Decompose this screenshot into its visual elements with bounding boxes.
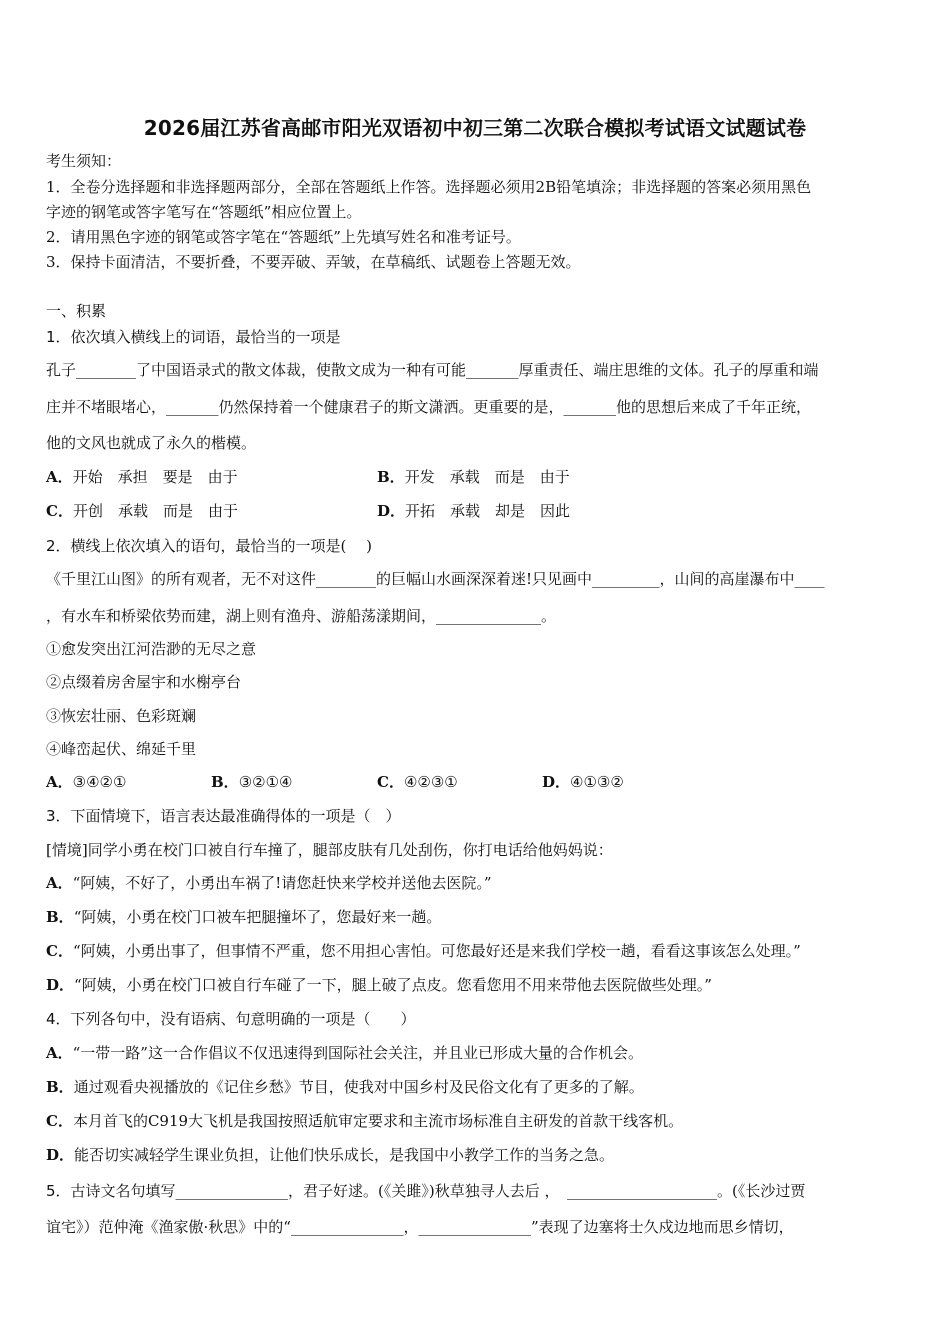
question-4-stem bbox=[46, 1009, 416, 1029]
option-label: C． bbox=[46, 1112, 73, 1130]
option-text: ④①③② bbox=[570, 773, 624, 791]
option-text: 能否切实减轻学生课业负担，让他们快乐成长，是我国中小教学工作的当务之急。 bbox=[74, 1146, 615, 1164]
question-1-passage: 孔子________了中国语录式的散文体裁，使散文成为一种有可能_______厚重责任、端庄思维的文体。孔子的厚重和端 bbox=[46, 361, 819, 379]
option-label: D． bbox=[46, 976, 75, 994]
option-label: A． bbox=[46, 468, 73, 486]
option-c[interactable] bbox=[377, 772, 458, 792]
question-number: 3． bbox=[46, 807, 71, 825]
question-number: 5． bbox=[46, 1182, 71, 1200]
option-label: A． bbox=[46, 773, 73, 791]
question-number: 2． bbox=[46, 537, 71, 555]
question-3-context: [情境]同学小勇在校门口被自行车撞了，腿部皮肤有几处刮伤，你打电话给他妈妈说： bbox=[46, 841, 613, 859]
option-label: D． bbox=[542, 773, 571, 791]
question-text: 下面情境下，语言表达最准确得体的一项是（ ） bbox=[70, 807, 401, 825]
option-text: “阿姨，小勇出事了，但事情不严重，您不用担心害怕。可您最好还是来我们学校一趟，看看这事该怎么处理。” bbox=[72, 942, 801, 960]
option-c[interactable] bbox=[46, 501, 238, 521]
option-label: C． bbox=[377, 773, 404, 791]
option-label: B． bbox=[46, 908, 74, 926]
option-text: “阿姨，小勇在校门口被车把腿撞坏了，您最好来一趟。 bbox=[73, 908, 442, 926]
question-2-item: ①愈发突出江河浩渺的无尽之意 bbox=[46, 640, 257, 658]
question-number: 4． bbox=[46, 1010, 71, 1028]
option-d[interactable] bbox=[377, 501, 570, 521]
option-a[interactable] bbox=[46, 873, 492, 893]
option-d[interactable] bbox=[46, 1145, 614, 1165]
option-a[interactable] bbox=[46, 1043, 643, 1063]
option-d[interactable] bbox=[542, 772, 624, 792]
option-text: 开始 承担 要是 由于 bbox=[72, 468, 238, 486]
option-b[interactable] bbox=[377, 467, 570, 487]
option-b[interactable] bbox=[211, 772, 292, 792]
option-text: 开拓 承载 却是 因此 bbox=[405, 502, 571, 520]
option-label: A． bbox=[46, 1044, 73, 1062]
option-text: 通过观看央视播放的《记住乡愁》节目，使我对中国乡村及民俗文化有了更多的了解。 bbox=[73, 1078, 644, 1096]
option-text: 本月首飞的C919大飞机是我国按照适航审定要求和主流市场标准自主研发的首款干线客机。 bbox=[72, 1112, 684, 1130]
option-text: 开创 承载 而是 由于 bbox=[72, 502, 238, 520]
option-text: “一带一路”这一合作倡议不仅迅速得到国际社会关注，并且业已形成大量的合作机会。 bbox=[72, 1044, 643, 1062]
option-b[interactable] bbox=[46, 907, 441, 927]
option-c[interactable] bbox=[46, 941, 801, 961]
option-label: D． bbox=[377, 502, 406, 520]
option-label: B． bbox=[46, 1078, 74, 1096]
notice-item: 字迹的钢笔或答字笔写在“答题纸”相应位置上。 bbox=[46, 203, 362, 221]
question-1-passage: 他的文风也就成了永久的楷模。 bbox=[46, 434, 257, 452]
question-2-stem bbox=[46, 536, 372, 556]
question-number: 1． bbox=[46, 328, 71, 346]
option-text: ③④②① bbox=[72, 773, 127, 791]
question-5-line: 谊宅》）范仲淹《渔家傲·秋思》中的“_______________，_______________”表现了边塞将士久戍边地而思乡情切， bbox=[46, 1218, 794, 1236]
notice-item: 1．全卷分选择题和非选择题两部分，全部在答题纸上作答。选择题必须用2B铅笔填涂；非选择题的答案必须用黑色 bbox=[46, 178, 812, 196]
question-2-item: ③恢宏壮丽、色彩斑斓 bbox=[46, 707, 197, 725]
option-label: C． bbox=[46, 942, 73, 960]
option-label: D． bbox=[46, 1146, 75, 1164]
option-label: B． bbox=[377, 468, 405, 486]
option-text: “阿姨，小勇在校门口被自行车碰了一下，腿上破了点皮。您看您用不用来带他去医院做些处理。” bbox=[74, 976, 712, 994]
question-5-line bbox=[46, 1181, 805, 1201]
option-text: “阿姨，不好了，小勇出车祸了!请您赶快来学校并送他去医院。” bbox=[72, 874, 492, 892]
option-b[interactable] bbox=[46, 1077, 644, 1097]
option-d[interactable] bbox=[46, 975, 712, 995]
notice-item: 3．保持卡面清洁，不要折叠，不要弄破、弄皱，在草稿纸、试题卷上答题无效。 bbox=[46, 253, 581, 271]
section-heading: 一、积累 bbox=[46, 302, 107, 320]
option-a[interactable] bbox=[46, 467, 238, 487]
page-title: 2026届江苏省高邮市阳光双语初中初三第二次联合模拟考试语文试题试卷 bbox=[143, 116, 807, 140]
question-2-passage: ，有水车和桥梁依势而建，湖上则有渔舟、游船荡漾期间，______________。 bbox=[46, 607, 557, 625]
question-text: 下列各句中，没有语病、句意明确的一项是（ ） bbox=[70, 1010, 416, 1028]
option-label: C． bbox=[46, 502, 73, 520]
option-text: ③②①④ bbox=[238, 773, 293, 791]
question-text: 横线上依次填入的语句，最恰当的一项是( ) bbox=[70, 537, 373, 555]
question-text: 古诗文名句填写_______________，君子好逑。(《关雎》)秋草独寻人去后 ， ____________________。(《长沙过贾 bbox=[70, 1182, 806, 1200]
option-text: ④②③① bbox=[403, 773, 458, 791]
question-1-stem bbox=[46, 327, 341, 347]
option-label: A． bbox=[46, 874, 73, 892]
option-c[interactable] bbox=[46, 1111, 683, 1131]
question-1-passage: 庄并不堵眼堵心，_______仍然保持着一个健康君子的斯文潇洒。更重要的是，_______他的思想后来成了千年正统， bbox=[46, 398, 812, 416]
option-a[interactable] bbox=[46, 772, 126, 792]
question-3-stem bbox=[46, 806, 401, 826]
notice-heading: 考生须知： bbox=[46, 152, 122, 170]
question-2-passage: 《千里江山图》的所有观者，无不对这件________的巨幅山水画深深着迷!只见画中_________，山间的高崖瀑布中____ bbox=[46, 570, 825, 588]
option-text: 开发 承载 而是 由于 bbox=[404, 468, 570, 486]
question-text: 依次填入横线上的词语，最恰当的一项是 bbox=[70, 328, 341, 346]
question-2-item: ②点缀着房舍屋宇和水榭亭台 bbox=[46, 673, 242, 691]
notice-item: 2．请用黑色字迹的钢笔或答字笔在“答题纸”上先填写姓名和准考证号。 bbox=[46, 228, 521, 246]
option-label: B． bbox=[211, 773, 239, 791]
question-2-item: ④峰峦起伏、绵延千里 bbox=[46, 740, 197, 758]
